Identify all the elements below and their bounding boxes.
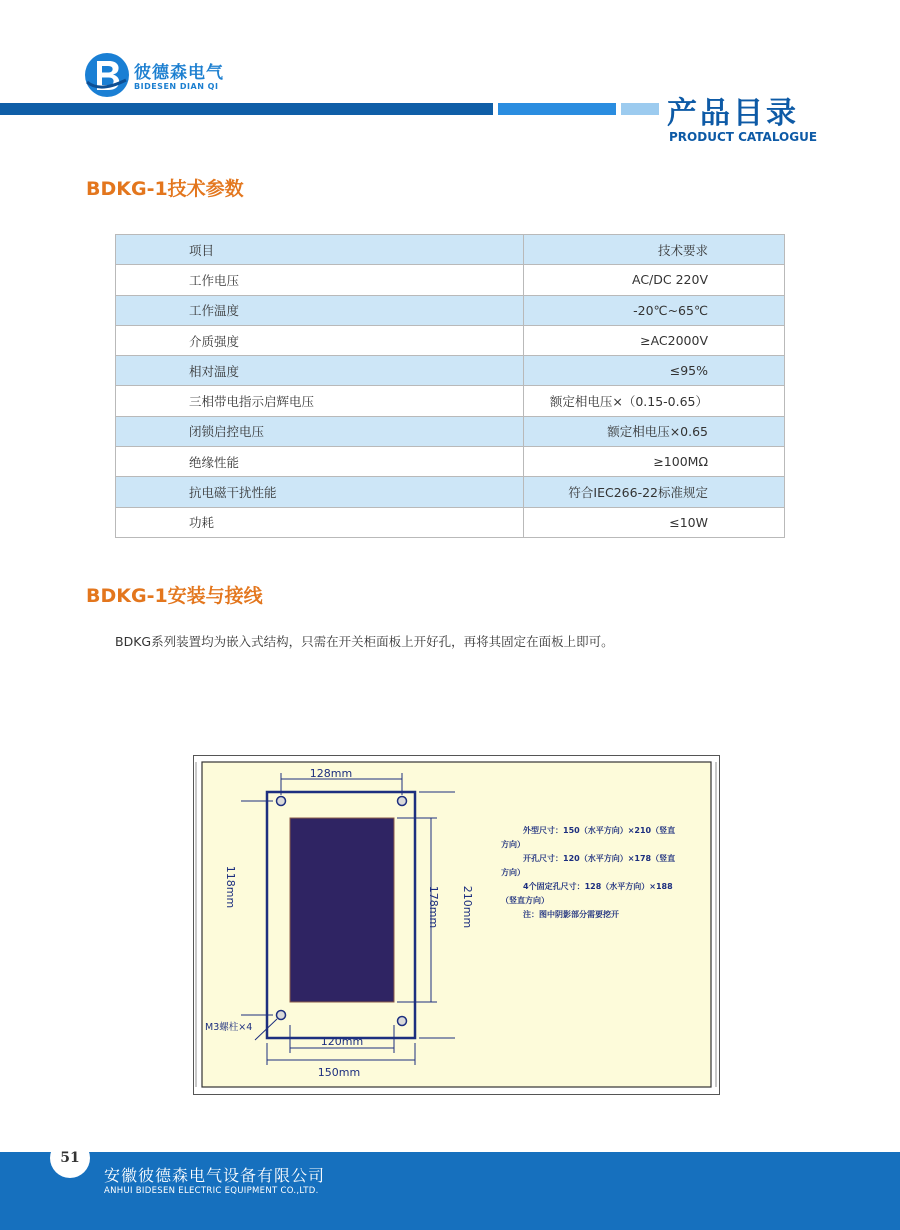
- table-cell-value: 额定相电压×0.65: [524, 416, 785, 446]
- dim-left-label: 118mm: [224, 865, 237, 909]
- table-header-cell: 项目: [116, 235, 524, 265]
- note-line: 开孔尺寸：120（水平方向）×178（竖直: [523, 854, 676, 863]
- install-description: BDKG系列装置均为嵌入式结构，只需在开关柜面板上开好孔，再将其固定在面板上即可。: [115, 634, 614, 649]
- spec-table: [115, 234, 785, 538]
- table-cell-item: 工作温度: [116, 295, 524, 325]
- screw-hole-icon: [398, 797, 407, 806]
- installation-drawing: [193, 755, 720, 1095]
- table-row: [116, 386, 785, 416]
- dim-outer-width-label: 150mm: [317, 1066, 361, 1079]
- table-row: [116, 507, 785, 537]
- screw-hole-icon: [277, 1011, 286, 1020]
- catalogue-title-en: PRODUCT CATALOGUE: [669, 130, 818, 144]
- brand-name-en: BIDESEN DIAN QI: [134, 82, 219, 91]
- page-number: 51: [60, 1150, 80, 1166]
- company-name-en: ANHUI BIDESEN ELECTRIC EQUIPMENT CO.,LTD.: [104, 1186, 319, 1196]
- tech-params-title: BDKG-1技术参数: [86, 178, 244, 200]
- company-name-cn: 安徽彼德森电气设备有限公司: [104, 1166, 326, 1185]
- table-row: [116, 265, 785, 295]
- dim-inner-height-label: 178mm: [427, 885, 440, 929]
- table-cell-value: -20℃~65℃: [524, 295, 785, 325]
- catalogue-title-cn: 产品目录: [667, 96, 799, 131]
- table-cell-value: 符合IEC266-22标准规定: [524, 477, 785, 507]
- dim-outer-height-label: 210mm: [461, 885, 474, 929]
- header-bar-mid: [498, 103, 616, 115]
- table-row: [116, 477, 785, 507]
- dim-inner-width-label: 120mm: [320, 1035, 364, 1048]
- table-header-cell: 技术要求: [524, 235, 785, 265]
- table-cell-item: 三相带电指示启辉电压: [116, 386, 524, 416]
- screw-hole-icon: [398, 1017, 407, 1026]
- table-row: [116, 447, 785, 477]
- note-line: 4个固定孔尺寸：128（水平方向）×188: [523, 882, 673, 891]
- table-cell-value: 额定相电压×（0.15-0.65）: [524, 386, 785, 416]
- table-header-row: [116, 235, 785, 265]
- table-cell-item: 介质强度: [116, 325, 524, 355]
- table-row: [116, 356, 785, 386]
- table-row: [116, 295, 785, 325]
- table-cell-item: 相对温度: [116, 356, 524, 386]
- table-row: [116, 325, 785, 355]
- note-line: 注：图中阴影部分需要挖开: [523, 910, 619, 919]
- note-line: 方向）: [501, 868, 525, 877]
- brand-name-cn: 彼德森电气: [134, 63, 224, 83]
- table-cell-item: 功耗: [116, 507, 524, 537]
- table-cell-value: ≥AC2000V: [524, 325, 785, 355]
- note-line: 方向）: [501, 840, 525, 849]
- screw-label: M3螺柱×4: [205, 1022, 253, 1033]
- note-line: （竖直方向）: [501, 896, 549, 905]
- table-cell-value: ≥100MΩ: [524, 447, 785, 477]
- table-cell-item: 绝缘性能: [116, 447, 524, 477]
- table-cell-item: 抗电磁干扰性能: [116, 477, 524, 507]
- note-line: 外型尺寸：150（水平方向）×210（竖直: [523, 826, 676, 835]
- cutout-area: [290, 818, 394, 1002]
- header-bar-dark: [0, 103, 493, 115]
- table-cell-item: 工作电压: [116, 265, 524, 295]
- company-logo-icon: [84, 52, 130, 98]
- table-row: [116, 416, 785, 446]
- table-cell-value: ≤10W: [524, 507, 785, 537]
- table-cell-value: AC/DC 220V: [524, 265, 785, 295]
- header-bar-light: [621, 103, 659, 115]
- install-title: BDKG-1安装与接线: [86, 585, 263, 607]
- page-number-badge: [50, 1138, 90, 1178]
- table-cell-value: ≤95%: [524, 356, 785, 386]
- screw-hole-icon: [277, 797, 286, 806]
- dim-top-label: 128mm: [309, 767, 353, 780]
- table-cell-item: 闭锁启控电压: [116, 416, 524, 446]
